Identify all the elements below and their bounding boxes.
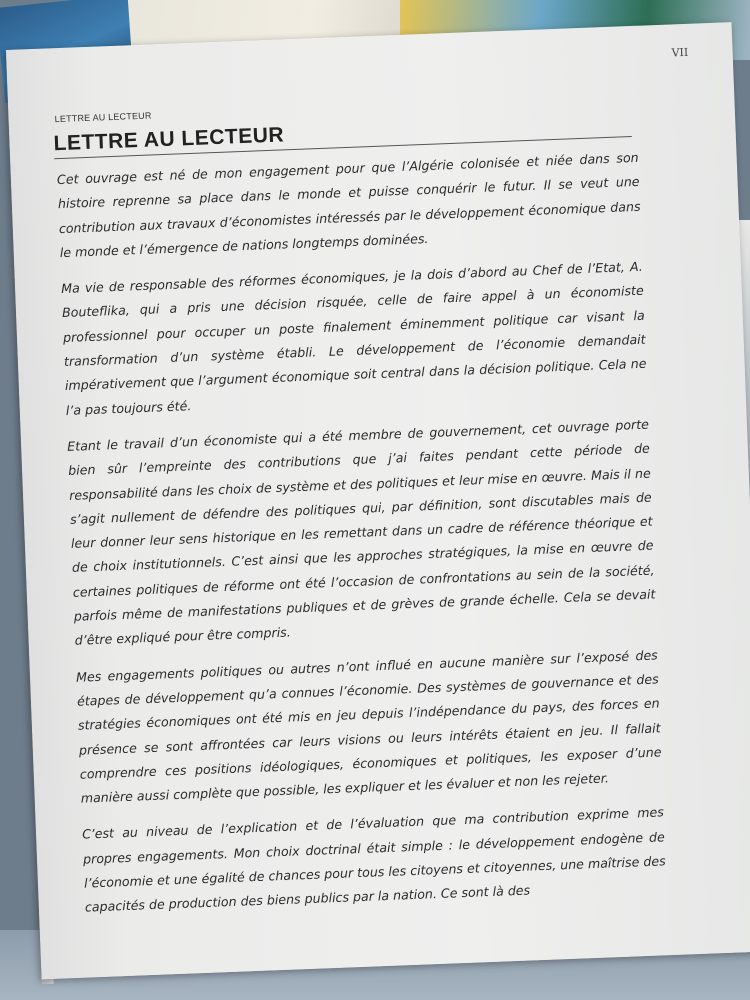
paragraph: Etant le travail d’un économiste qui a été membre de gouvernement, cet ouvrage porte bien sûr l’empreinte des contributions que j’ai faites pendant cette période de responsabilité dans les choix de système et des politiques et leur mise en œuvre. Mais il ne s’agit nullement de défendre des politiques qui, par définition, sont discutables mais de leur donner leur sens historique en les remettant dans un cadre de référence théorique et de choix institutionnels. C’est ainsi que les approches stratégiques, la mise en œuvre de certaines politiques de réforme ont été l’occasion de confrontations au sein de la société, parfois même de manifestations publiques et de grèves de grande échelle. Cela se devait d’être expliqué pour être compris.	[66, 416, 656, 649]
paragraph: C’est au niveau de l’explication et de l’évaluation que ma contribution exprime mes propres engagements. Mon choix doctrinal était simple : le développement endogène de l’économie et une égalité de chances pour tous les citoyens et citoyennes, une maîtrise des capacités de production des biens publics par la nation. Ce sont là des	[81, 804, 666, 915]
page-number: VII	[671, 45, 689, 60]
paragraph: Cet ouvrage est né de mon engagement pour que l’Algérie colonisée et niée dans son histoire reprenne sa place dans le monde et puisse conquérir le futur. Il se veut une contribution aux travaux d’économistes intéressés par le développement économique dans le monde et l’émergence de nations longtemps dominées.	[56, 149, 641, 260]
paragraph: Mes engagements politiques ou autres n’ont influé en aucune manière sur l’exposé des étapes de développement qu’a connues l’économie. Des systèmes de gouvernance et des stratégies économiques ont été mis en jeu depuis l’indépendance du pays, des forces en présence se sont affrontées car leurs visions ou leurs intérêts étaient en jeu. Il fallait comprendre ces positions idéologiques, économiques et politiques, les exposer d’une manière aussi complète que possible, les expliquer et les évaluer et non les rejeter.	[75, 647, 662, 806]
running-head: LETTRE AU LECTEUR	[54, 110, 152, 125]
body-text	[57, 146, 668, 932]
page-title: LETTRE AU LECTEUR	[53, 123, 285, 156]
paragraph: Ma vie de responsable des réformes économiques, je la dois d’abord au Chef de l’Etat, A. Bouteflika, qui a pris une décision risquée, celle de faire appel à un économiste professionnel pour occuper un poste finalement éminemment politique car visant la transformation d’un système établi. Le développement de l’économie demandait impérativement que l’argument économique soit central dans la décision politique. Cela ne l’a pas toujours été.	[60, 258, 647, 418]
book-page	[6, 22, 750, 979]
